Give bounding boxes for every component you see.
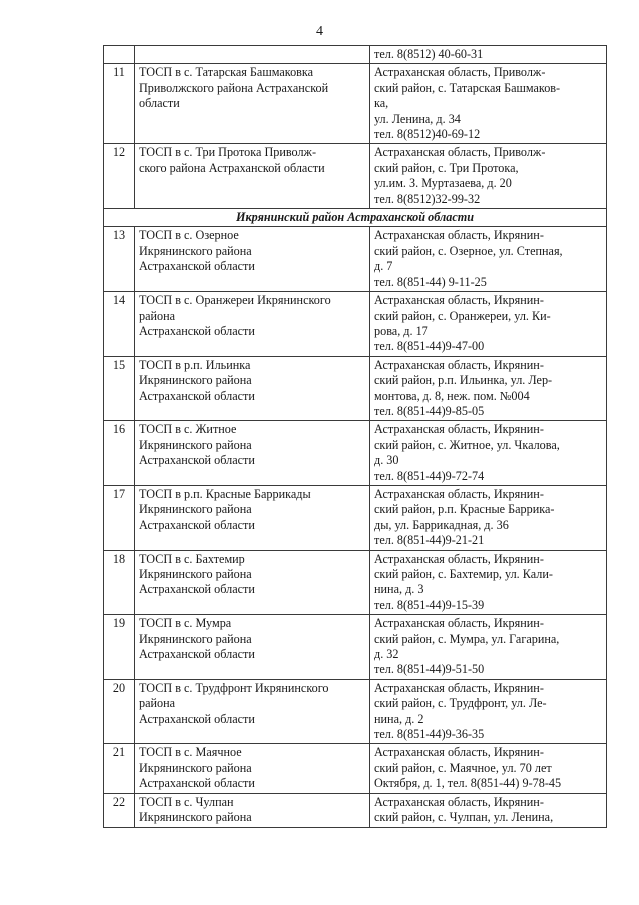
branch-name-cell [135,679,370,744]
row-number-cell: 19 [104,615,135,680]
branch-name-line: Приволжского района Астраханской [139,80,329,95]
address-cell [370,144,607,209]
address-line: тел. 8(851-44) 9-11-25 [374,274,487,289]
branch-name-line: Икрянинского района [139,631,252,646]
address-cell [370,615,607,680]
branch-name-line: Икрянинского района [139,243,252,258]
table-row [104,144,607,209]
address-line: тел. 8(8512)40-69-12 [374,127,481,142]
branch-name-line: ТОСП в с. Мумра [139,616,232,631]
region-header: Икрянинский район Астраханской области [104,209,607,227]
branch-name-cell [135,64,370,144]
address-line: Астраханская область, Икрянин- [374,228,544,243]
row-number-cell [104,46,135,64]
address-line: Астраханская область, Икрянин- [374,551,544,566]
address-cell [370,46,607,64]
row-number-cell: 22 [104,793,135,827]
branch-name-cell [135,356,370,421]
branch-name-line: Икрянинского района [139,810,252,825]
address-line: ский район, с. Трудфронт, ул. Ле- [374,696,547,711]
branch-name-line: ТОСП в с. Бахтемир [139,551,245,566]
row-number-cell: 15 [104,356,135,421]
branch-name-line: ТОСП в р.п. Ильинка [139,357,251,372]
address-line: монтова, д. 8, неж. пом. №004 [374,388,530,403]
address-line: тел. 8(8512)32-99-32 [374,191,481,206]
address-line: ский район, с. Житное, ул. Чкалова, [374,437,560,452]
address-line: ский район, с. Татарская Башмаков- [374,80,561,95]
address-line: Астраханская область, Икрянин- [374,357,544,372]
address-cell [370,744,607,793]
address-line: ский район, с. Мумра, ул. Гагарина, [374,631,560,646]
address-cell [370,421,607,486]
table-row [104,615,607,680]
branch-name-cell [135,793,370,827]
table-row [104,356,607,421]
table-row [104,292,607,357]
address-line: ка, [374,96,389,111]
branch-name-line: Астраханской области [139,453,255,468]
table-row [104,421,607,486]
address-line: Астраханская область, Икрянин- [374,680,544,695]
address-line: тел. 8(851-44)9-85-05 [374,403,485,418]
address-line: тел. 8(851-44)9-72-74 [374,468,485,483]
address-line: нина, д. 2 [374,711,424,726]
branch-name-line: Астраханской области [139,647,255,662]
address-line: тел. 8(8512) 40-60-31 [374,47,484,61]
branch-name-line: района [139,696,176,711]
row-number-cell: 21 [104,744,135,793]
branch-name-line: Астраханской области [139,259,255,274]
address-line: ский район, с. Три Протока, [374,160,519,175]
branch-name-line: ТОСП в с. Оранжереи Икрянинского [139,293,331,308]
address-line: Астраханская область, Икрянин- [374,486,544,501]
address-line: ул. Ленина, д. 34 [374,111,461,126]
address-line: Астраханская область, Икрянин- [374,745,544,760]
address-line: Астраханская область, Икрянин- [374,293,544,308]
address-line: ский район, р.п. Ильинка, ул. Лер- [374,373,553,388]
address-line: Астраханская область, Икрянин- [374,794,544,809]
region-header-row [104,209,607,227]
branch-name-cell [135,227,370,292]
address-line: ский район, с. Оранжереи, ул. Ки- [374,308,551,323]
address-line: ский район, с. Озерное, ул. Степная, [374,243,563,258]
branch-name-cell [135,421,370,486]
address-cell [370,356,607,421]
branch-name-line: ТОСП в с. Озерное [139,228,239,243]
branch-name-line: ТОСП в с. Маячное [139,745,242,760]
branch-name-cell [135,292,370,357]
row-number-cell: 18 [104,550,135,615]
branch-name-cell [135,550,370,615]
address-cell [370,550,607,615]
branch-name-line: области [139,96,180,111]
branch-name-line: Икрянинского района [139,437,252,452]
address-line: д. 7 [374,259,393,274]
branch-name-line: ТОСП в с. Трудфронт Икрянинского [139,680,329,695]
table-row [104,550,607,615]
table-row [104,744,607,793]
branch-name-line: Астраханской области [139,323,255,338]
address-line: тел. 8(851-44)9-36-35 [374,727,485,742]
table-row [104,679,607,744]
table-row [104,485,607,550]
address-line: тел. 8(851-44)9-21-21 [374,533,485,548]
address-cell [370,292,607,357]
address-line: тел. 8(851-44)9-51-50 [374,662,485,677]
branch-name-line: района [139,308,176,323]
branch-name-line: Астраханской области [139,388,255,403]
branch-name-line: ТОСП в р.п. Красные Баррикады [139,486,311,501]
row-number-cell: 20 [104,679,135,744]
address-cell [370,64,607,144]
branch-name-cell [135,46,370,64]
address-cell [370,793,607,827]
table-row [104,227,607,292]
branch-name-line: Астраханской области [139,517,255,532]
branch-name-cell [135,485,370,550]
address-line: Октября, д. 1, тел. 8(851-44) 9-78-45 [374,776,562,791]
branch-name-line: Астраханской области [139,582,255,597]
address-cell [370,485,607,550]
branch-name-line: Астраханской области [139,711,255,726]
branch-name-line: ТОСП в с. Татарская Башмаковка [139,65,314,80]
branch-name-line: ТОСП в с. Чулпан [139,794,234,809]
row-number-cell: 13 [104,227,135,292]
address-line: Астраханская область, Икрянин- [374,616,544,631]
address-line: ский район, с. Бахтемир, ул. Кали- [374,567,553,581]
row-number-cell: 14 [104,292,135,357]
branch-name-line: Икрянинского района [139,567,252,581]
address-line: нина, д. 3 [374,582,424,597]
address-line: рова, д. 17 [374,323,428,338]
address-line: Астраханская область, Приволж- [374,65,546,80]
table-row-continued [104,46,607,64]
address-line: д. 32 [374,647,399,662]
address-line: тел. 8(851-44)9-15-39 [374,597,485,612]
address-line: тел. 8(851-44)9-47-00 [374,339,485,354]
address-line: ул.им. З. Муртазаева, д. 20 [374,176,512,191]
address-line: Астраханская область, Икрянин- [374,422,544,437]
address-line: Астраханская область, Приволж- [374,145,546,160]
branch-name-cell [135,144,370,209]
page-number: 4 [316,24,323,39]
branch-name-line: Икрянинского района [139,373,252,388]
branch-name-cell [135,744,370,793]
branch-name-line: ТОСП в с. Житное [139,422,237,437]
branch-name-line: Астраханской области [139,776,255,791]
table-row [104,64,607,144]
address-line: ский район, р.п. Красные Баррика- [374,502,555,517]
branch-name-line: Икрянинского района [139,502,252,517]
address-line: ский район, с. Маячное, ул. 70 лет [374,760,552,775]
branch-name-line: ского района Астраханской области [139,160,325,175]
address-line: д. 30 [374,453,399,468]
row-number-cell: 11 [104,64,135,144]
row-number-cell: 16 [104,421,135,486]
address-cell [370,227,607,292]
branch-name-line: ТОСП в с. Три Протока Приволж- [139,145,317,160]
row-number-cell: 17 [104,485,135,550]
branches-table [103,45,607,828]
table-body [104,46,607,828]
address-line: ский район, с. Чулпан, ул. Ленина, [374,810,554,825]
table-row [104,793,607,827]
branch-name-cell [135,615,370,680]
address-line: ды, ул. Баррикадная, д. 36 [374,517,509,532]
row-number-cell: 12 [104,144,135,209]
address-cell [370,679,607,744]
branch-name-line: Икрянинского района [139,760,252,775]
